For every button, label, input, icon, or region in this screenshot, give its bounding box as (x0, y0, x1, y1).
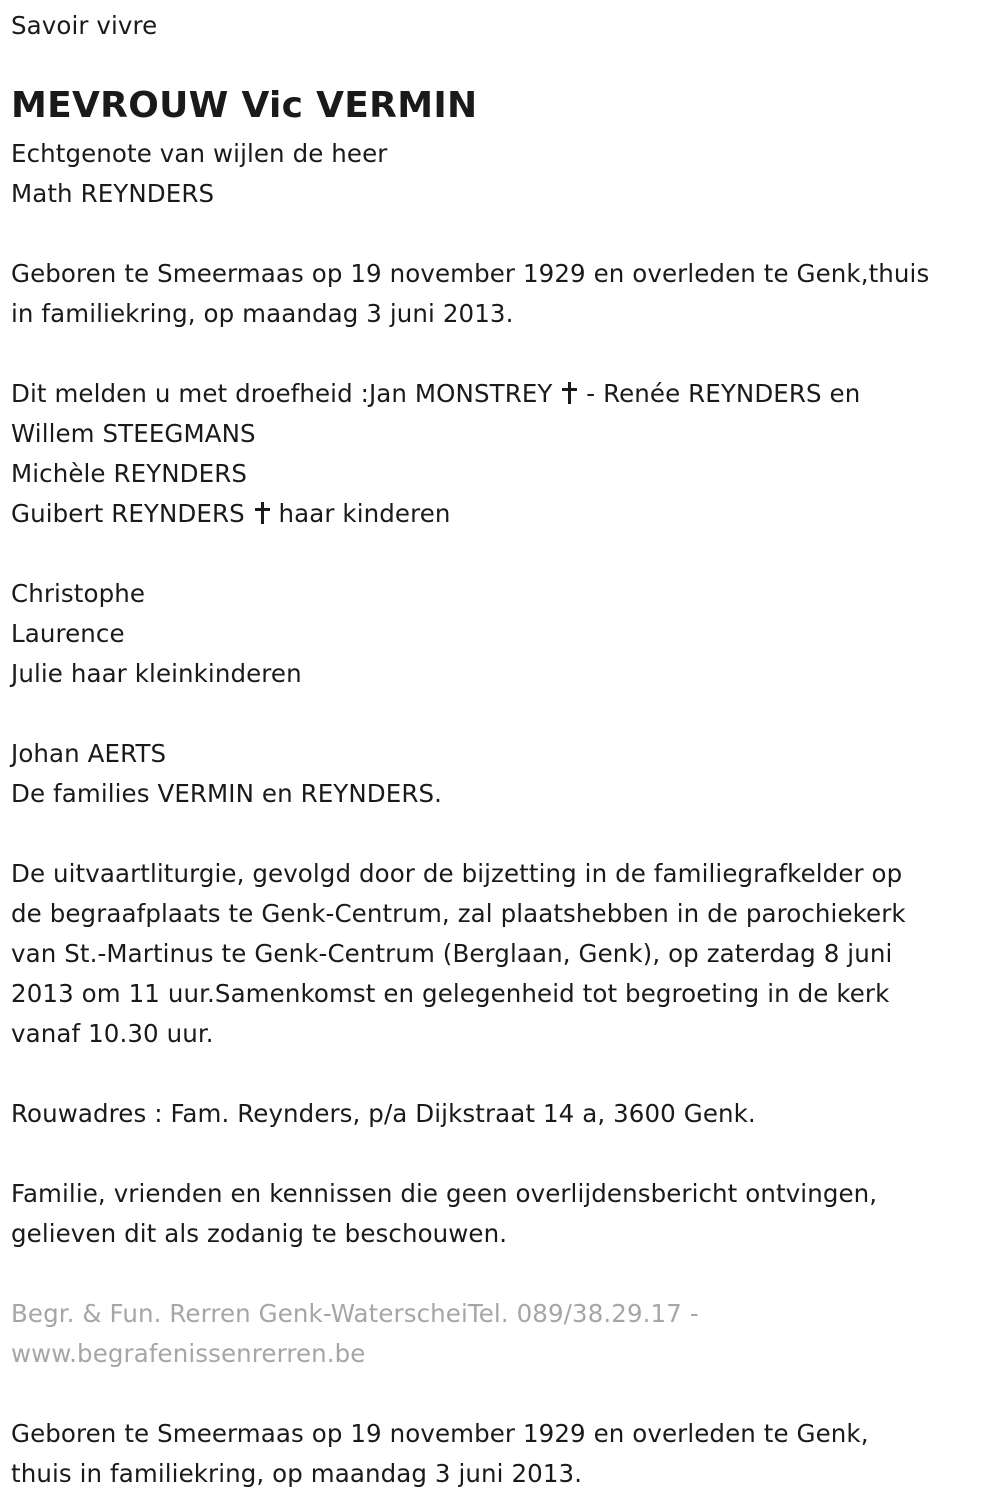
family-line: De families VERMIN en REYNDERS. (11, 779, 443, 808)
mourners-line (11, 494, 860, 534)
address-block (11, 1094, 756, 1134)
mourners-block (11, 374, 860, 534)
mourners-text: - Renée REYNDERS en (586, 379, 861, 408)
deceased-name-title: MEVROUW Vic VERMIN (11, 85, 478, 126)
mourners-text: haar kinderen (278, 499, 451, 528)
ceremony-line: van St.-Martinus te Genk-Centrum (Berglaan, Genk), op zaterdag 8 juni (11, 939, 893, 968)
birth-death-line: Geboren te Smeermaas op 19 november 1929 en overleden te Genk, (11, 1419, 869, 1448)
grandchildren-block (11, 574, 302, 694)
ceremony-line: de begraafplaats te Genk-Centrum, zal plaatshebben in de parochiekerk (11, 899, 906, 928)
ceremony-block (11, 854, 906, 1054)
family-line: Johan AERTS (11, 739, 167, 768)
family-block (11, 734, 442, 814)
section-label: Savoir vivre (11, 11, 158, 40)
birth-death-line: thuis in familiekring, op maandag 3 juni 2013. (11, 1459, 583, 1488)
grandchild-line: Christophe (11, 579, 146, 608)
cross-icon (562, 382, 576, 404)
notice-line: gelieven dit als zodanig te beschouwen. (11, 1219, 508, 1248)
mourning-address: Rouwadres : Fam. Reynders, p/a Dijkstraat 14 a, 3600 Genk. (11, 1099, 756, 1128)
ceremony-line: 2013 om 11 uur.Samenkomst en gelegenheid tot begroeting in de kerk (11, 979, 890, 1008)
mourners-text: Dit melden u met droefheid :Jan MONSTREY (11, 379, 553, 408)
cross-icon (255, 502, 269, 524)
birth-death-block (11, 254, 929, 334)
spouse-line: Echtgenote van wijlen de heer (11, 139, 388, 168)
mourners-line: Michèle REYNDERS (11, 459, 248, 488)
spouse-name: Math REYNDERS (11, 179, 215, 208)
ceremony-line: De uitvaartliturgie, gevolgd door de bijzetting in de familiegrafkelder op (11, 859, 903, 888)
grandchild-line: Julie haar kleinkinderen (11, 659, 302, 688)
mourners-text: Guibert REYNDERS (11, 499, 245, 528)
notice-line: Familie, vrienden en kennissen die geen overlijdensbericht ontvingen, (11, 1179, 878, 1208)
mourners-line: Willem STEEGMANS (11, 419, 256, 448)
funeral-home-block (11, 1294, 699, 1374)
ceremony-line: vanaf 10.30 uur. (11, 1019, 214, 1048)
funeral-home-line: Begr. & Fun. Rerren Genk-WaterscheiTel. 089/38.29.17 - (11, 1299, 699, 1328)
birth-death-line: Geboren te Smeermaas op 19 november 1929 en overleden te Genk,thuis (11, 259, 930, 288)
notice-block (11, 1174, 877, 1254)
spouse-block (11, 134, 387, 214)
funeral-home-website: www.begrafenissenrerren.be (11, 1339, 366, 1368)
birth-death-repeat-block (11, 1414, 869, 1494)
grandchild-line: Laurence (11, 619, 125, 648)
birth-death-line: in familiekring, op maandag 3 juni 2013. (11, 299, 514, 328)
mourners-line (11, 374, 860, 414)
